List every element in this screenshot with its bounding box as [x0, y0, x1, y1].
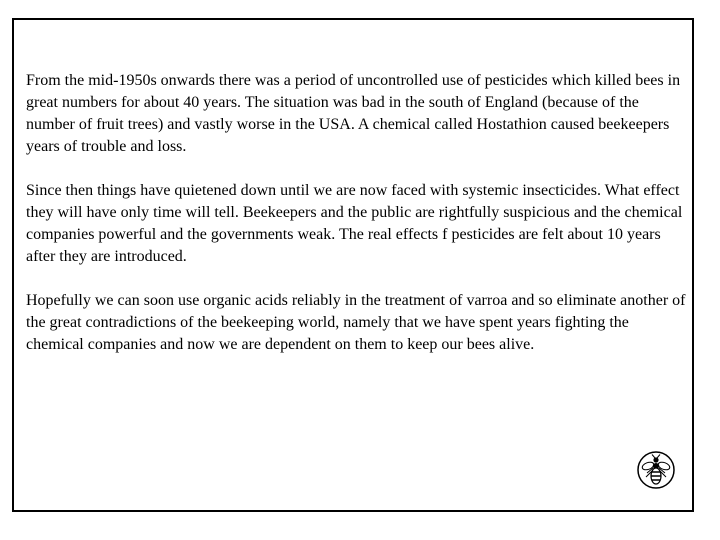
paragraph-1: From the mid-1950s onwards there was a period of uncontrolled use of pesticides which killed bees in great numbers for about 40 years. The situation was bad in the south of England (because of the number of fruit trees) and vastly worse in the USA. A chemical called Hostathion caused beekeepers years of trouble and loss.	[26, 72, 681, 155]
paragraph-3: Hopefully we can soon use organic acids reliably in the treatment of varroa and so eliminate another of the great contradictions of the beekeeping world, namely that we have spent years fighting the chemical companies and now we are dependent on them to keep our bees alive.	[26, 292, 686, 353]
paragraph-2: Since then things have quietened down until we are now faced with systemic insecticides. What effect they will have only time will tell. Beekeepers and the public are rightfully suspicious and the chemical companies powerful and the governments weak. The real effects f pesticides are felt about 10 years after they are introduced.	[26, 182, 683, 265]
bee-logo-icon	[636, 450, 676, 490]
text-body	[26, 70, 690, 378]
slide-frame	[12, 18, 694, 512]
